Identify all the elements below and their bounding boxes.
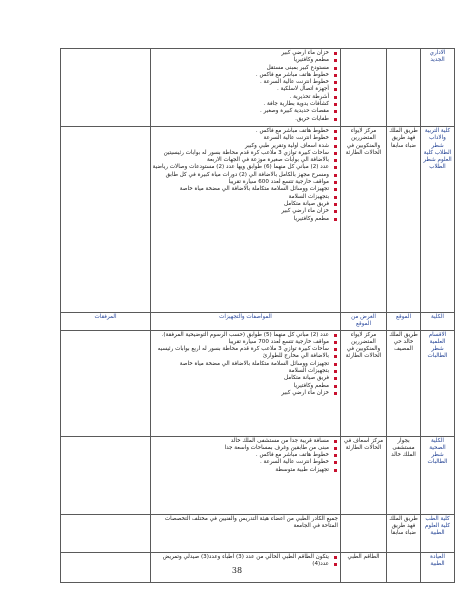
spec-item: كشافات يدوية بطارية جافة . bbox=[153, 101, 338, 108]
spec-item: مقصات حديدية كبيرة وصغير . bbox=[153, 108, 338, 115]
spec-item: أجهزة اتصال لاسلكية . bbox=[153, 86, 338, 93]
spec-item: خزان ماء ارضي كبير bbox=[153, 50, 338, 57]
table-row bbox=[61, 127, 455, 313]
attachments-cell bbox=[61, 514, 151, 552]
header-college: الكلية bbox=[421, 313, 455, 331]
purpose-cell: مركز لايواء المتضررين والمنكوبين في الحالات الطارئة bbox=[341, 127, 387, 313]
specs-cell bbox=[151, 436, 341, 514]
spec-item: تجهيزات طبية متوسطة bbox=[153, 467, 338, 474]
spec-item: عدد(4) bbox=[153, 561, 338, 568]
spec-item: يتكون الطاقم الطبي الحالي من عدد (3) اطباء وعدد(3) صيدلي وتمريض bbox=[153, 554, 338, 561]
header-attachments: المرفقات bbox=[61, 313, 151, 331]
specs-list bbox=[153, 516, 338, 531]
spec-item: ساحات كبيرة توازي 3 ملاعب كرة قدم محاطة بسور له بوابات رئيسيتين bbox=[153, 150, 338, 157]
spec-item: خطوط انترنت عالية السرعة . bbox=[153, 79, 338, 86]
spec-item: مواقف خارجية تتسع لعدد 700 سيارة تقريبا bbox=[153, 339, 338, 346]
spec-item: مسافة قريبة جدا من مستشفى الملك خالد bbox=[153, 438, 338, 445]
spec-item: خزان ماء ارضي كبير bbox=[153, 390, 338, 397]
site-cell: طريق الملك فهد طريق ضباء سابقا bbox=[387, 127, 421, 313]
purpose-cell: الطاقم الطبي bbox=[341, 552, 387, 582]
spec-item: بالاضافة الي مخارج للطوارئ bbox=[153, 353, 338, 360]
header-purpose: الغرض من الموقع bbox=[341, 313, 387, 331]
college-cell: الكلية الصحية شطر الطالبات bbox=[421, 436, 455, 514]
spec-item: خزان ماء ارضي كبير bbox=[153, 208, 338, 215]
site-cell: طريق الملك خالد حي المصيف bbox=[387, 330, 421, 436]
purpose-cell: مركز اسعاف في الحالات الطارئة bbox=[341, 436, 387, 514]
purpose-cell bbox=[341, 514, 387, 552]
specs-cell bbox=[151, 330, 341, 436]
spec-item: مواقف خارجية تتسع لعدد 600 سيارة تقريبا bbox=[153, 179, 338, 186]
spec-item: مطعم وكافتيريا bbox=[153, 57, 338, 64]
table-row bbox=[61, 49, 455, 127]
spec-item: خطوط انترنت عالية السرعة . bbox=[153, 459, 338, 466]
purpose-cell bbox=[341, 49, 387, 127]
spec-item: فريق صيانة متكامل bbox=[153, 375, 338, 382]
spec-item: طفايات حريق. bbox=[153, 116, 338, 123]
attachments-cell bbox=[61, 49, 151, 127]
spec-item: ومسرح مجهز بالكامل بالاضافة الي (2) دورات مياة كبيرة في كل طابق bbox=[153, 172, 338, 179]
page-number: 38 bbox=[231, 566, 243, 575]
table-row bbox=[61, 436, 455, 514]
spec-item: خطوط انترنت عالية السرعة bbox=[153, 135, 338, 142]
site-cell bbox=[387, 49, 421, 127]
specs-list bbox=[153, 438, 338, 474]
spec-item: بالاضافة الي بوابات صغيرة موزعة في الجهات الاربعة bbox=[153, 157, 338, 164]
header-specs: المواصفات والتجهيزات bbox=[151, 313, 341, 331]
spec-item: خطوط هاتف مباشر مع فاكس . bbox=[153, 72, 338, 79]
spec-item: بتجهيزات السلامة bbox=[153, 194, 338, 201]
college-cell: العيادة الطبية bbox=[421, 552, 455, 582]
specs-list bbox=[153, 128, 338, 223]
spec-item: مطعم وكافتيريا bbox=[153, 216, 338, 223]
spec-item: مستودع كبير بمبنى مستقل bbox=[153, 65, 338, 72]
table-row bbox=[61, 330, 455, 436]
specs-cell bbox=[151, 127, 341, 313]
table-header-row bbox=[61, 313, 455, 331]
spec-item: المتاحة في الجامعة bbox=[293, 522, 338, 529]
header-site: الموقع bbox=[387, 313, 421, 331]
site-cell: طريق الملك فهد طريق ضباء سابقا bbox=[387, 514, 421, 552]
attachments-cell bbox=[61, 127, 151, 313]
spec-item: مطعم وكافتيريا bbox=[153, 383, 338, 390]
table-row bbox=[61, 514, 455, 552]
spec-item: جميع الكادر الطبي من اعضاء هيئة التدريس والفنيين في مختلف التخصصات bbox=[164, 515, 338, 522]
site-cell: بجوار مستشفى الملك خالد bbox=[387, 436, 421, 514]
spec-item: تجهيزات ووسائل السلامة متكاملة بالاضافة الي مضخة مياة خاصة bbox=[153, 186, 338, 193]
college-cell: كلية التربية والاداب شطر الطلاب كلية العلوم شطر الطلاب bbox=[421, 127, 455, 313]
spec-item: أشرطة تحذيرية . bbox=[153, 94, 338, 101]
spec-item: مبنى من طابقين وغرف بمساحات واسعة جدا bbox=[153, 445, 338, 452]
spec-item: شدة اسعاف اولية وتقرير طبي وكبير bbox=[153, 143, 338, 150]
spec-item: خطوط هاتف مباشر مع فاكس . bbox=[153, 128, 338, 135]
attachments-cell bbox=[61, 330, 151, 436]
specs-cell bbox=[151, 514, 341, 552]
college-cell: الاقسام العلمية شطر الطالبات bbox=[421, 330, 455, 436]
attachments-cell bbox=[61, 436, 151, 514]
spec-item: عدد (2) مباني كل منهما (6) طوابق ويها عدد (2) مستودعات وصالات رياضية bbox=[153, 164, 338, 171]
spec-item: بتجهيزات السلامة bbox=[153, 368, 338, 375]
specs-cell bbox=[151, 49, 341, 127]
spec-item: خطوط هاتف مباشر مع فاكس . bbox=[153, 452, 338, 459]
spec-item: فريق صيانة متكامل bbox=[153, 201, 338, 208]
college-cell: كلية الطب كلية العلوم الطبية bbox=[421, 514, 455, 552]
facilities-table bbox=[60, 48, 455, 583]
spec-item: ساحات كبيرة توازي 3 ملاعب كرة قدم محاطة بسور له اربع بوابات رئيسيه bbox=[153, 346, 338, 353]
spec-item: تجهيزات ووسائل السلامة متكاملة بالاضافة الي مضخة مياة خاصة bbox=[153, 361, 338, 368]
college-cell: الاداري الجديد bbox=[421, 49, 455, 127]
purpose-cell: مركز لايواء المتضررين والمنكوبين في الحالات الطارئة bbox=[341, 330, 387, 436]
spec-item: عدد (2) مباني كل منهما (5) طوابق (حسب الرسوم التوضيحية المرفقة). bbox=[153, 332, 338, 339]
specs-list bbox=[153, 332, 338, 398]
specs-list bbox=[153, 50, 338, 123]
